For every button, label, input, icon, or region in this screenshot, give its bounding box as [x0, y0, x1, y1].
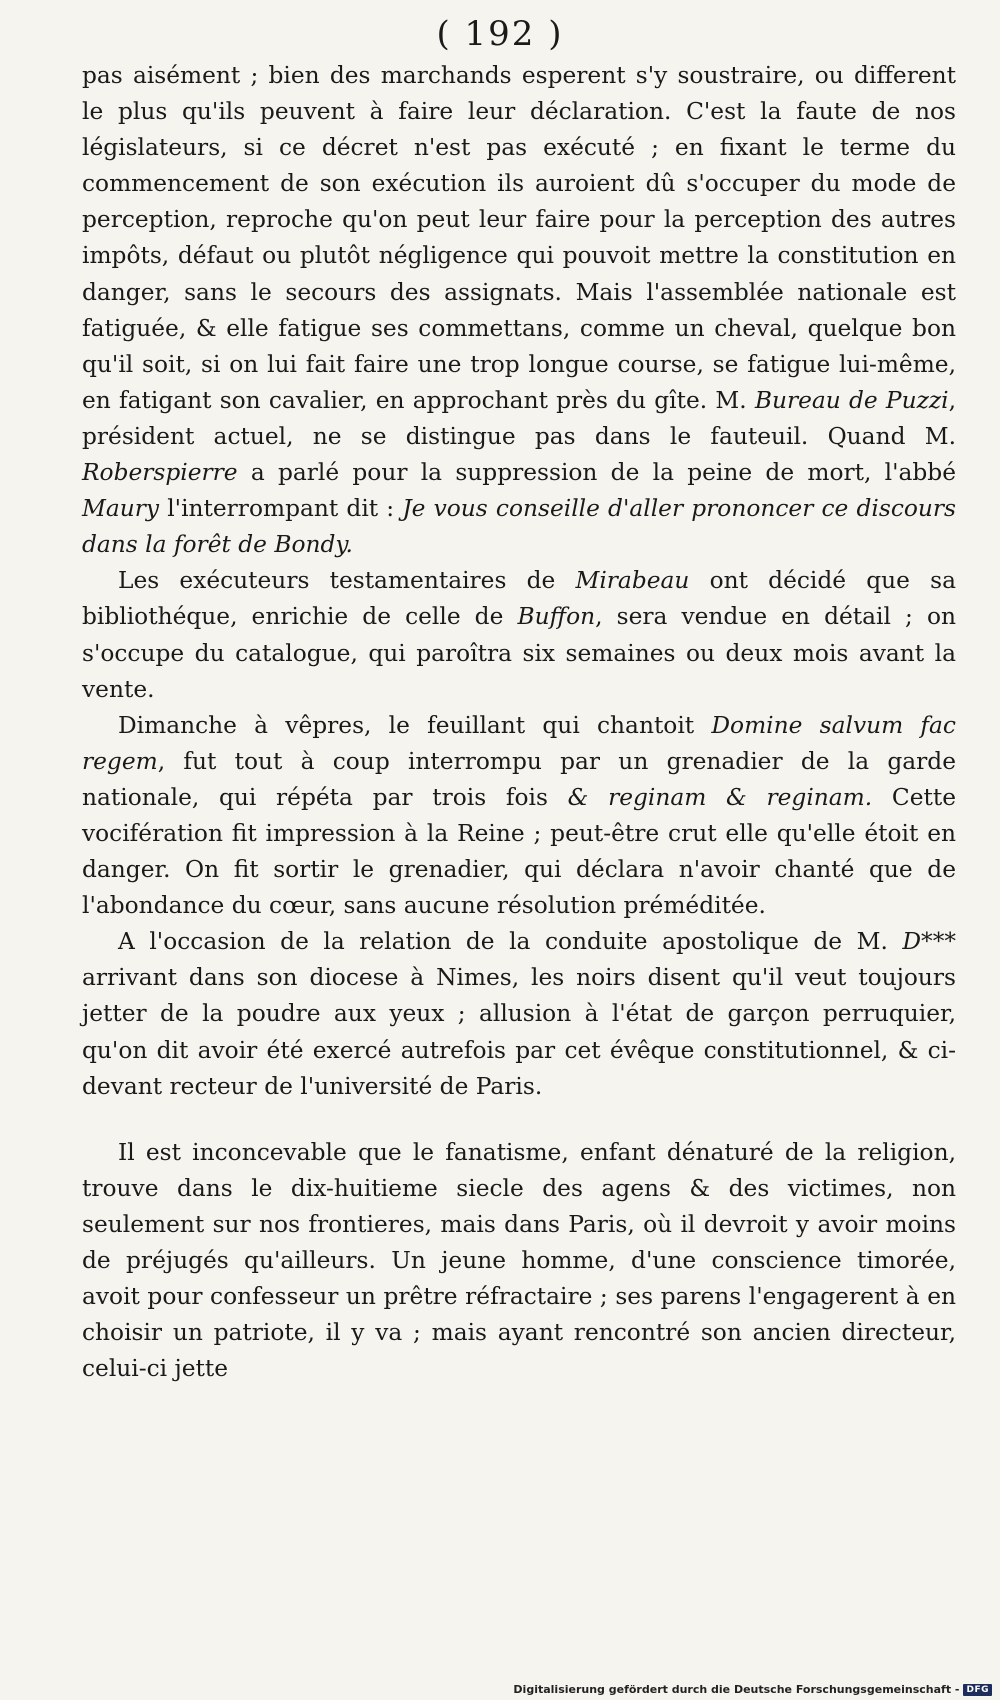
italic-run: & reginam & reginam. [567, 783, 873, 811]
text-run: ont décidé que sa bibliothéque, enrichie de celle de [82, 567, 956, 631]
italic-run: D*** [902, 928, 956, 956]
text-run: arrivant dans son diocese à Nimes, les noirs disent qu'il veut toujours jetter de la poudre aux yeux ; allusion à l'état de garçon perruquier, qu'on dit avoir été exercé autrefois par cet évêque constitutionnel, & ci-devant recteur de l'université de Paris. [82, 964, 956, 1100]
paragraph-1 [82, 58, 956, 563]
italic-run: Maury [82, 495, 160, 523]
text-run: l'interrompant dit : [159, 495, 403, 523]
text-run: Cette vocifération fit impression à la Reine ; peut-être crut elle qu'elle étoit en danger. On fit sortir le grenadier, qui déclara n'avoir chanté que de l'abondance du cœur, sans aucune résolution préméditée. [82, 783, 956, 920]
paragraph-2 [82, 563, 956, 707]
italic-run: Bureau de Puzzi [754, 386, 949, 414]
italic-run: Domine salvum fac regem [82, 711, 956, 775]
italic-run: Buffon [517, 603, 596, 631]
paragraph-3 [82, 708, 956, 925]
text-run: Il est inconcevable que le fanatisme, enfant dénaturé de la religion, trouve dans le dix-huitieme siecle des agens & des victimes, non seulement sur nos frontieres, mais dans Paris, où il devroit y avoir moins de préjugés qu'ailleurs. Un jeune homme, d'une conscience timorée, avoit pour confesseur un prêtre réfractaire ; ses parens l'engagerent à en choisir un patriote, il y va ; mais ayant rencontré son ancien directeur, celui-ci jette [82, 1138, 956, 1383]
digitization-credit [513, 1683, 992, 1696]
italic-run: Je vous conseille d'aller prononcer ce discours dans la forêt de Bondy. [82, 495, 956, 559]
italic-run: Mirabeau [575, 567, 690, 595]
text-run: , sera vendue en détail ; on s'occupe du catalogue, qui paroîtra six semaines ou deux mois avant la vente. [82, 603, 956, 703]
text-run: Les exécuteurs testamentaires de [118, 567, 576, 595]
text-run: , fut tout à coup interrompu par un grenadier de la garde nationale, qui répéta par trois fois [82, 747, 956, 811]
digitization-credit-text: Digitalisierung gefördert durch die Deutsche Forschungsgemeinschaft - [513, 1683, 960, 1696]
text-run: pas aisément ; bien des marchands esperent s'y soustraire, ou different le plus qu'ils peuvent à faire leur déclaration. C'est la faute de nos législateurs, si ce décret n'est pas exécuté ; en fixant le terme du commencement de son exécution ils auroient dû s'occuper du mode de perception, reproche qu'on peut leur faire pour la perception des autres impôts, défaut ou plutôt négligence qui pouvoit mettre la constitution en danger, sans le secours des assignats. Mais l'assemblée nationale est fatiguée, & elle fatigue ses commettans, comme un cheval, quelque bon qu'il soit, si on lui fait faire une trop longue course, se fatigue lui-même, en fatigant son cavalier, en approchant près du gîte. M. [82, 62, 956, 414]
page-number: ( 192 ) [436, 14, 564, 54]
paragraph-4 [82, 924, 956, 1104]
text-run: , président actuel, ne se distingue pas dans le fauteuil. Quand M. [82, 386, 956, 450]
text-run: a parlé pour la suppression de la peine de mort, l'abbé [237, 459, 956, 487]
italic-run: Roberspierre [82, 459, 238, 487]
text-run: A l'occasion de la relation de la conduite apostolique de M. [118, 928, 903, 956]
text-run: Dimanche à vêpres, le feuillant qui chantoit [118, 711, 712, 739]
dfg-logo: DFG [963, 1684, 992, 1696]
body-text [82, 58, 956, 1387]
paragraph-5 [82, 1135, 956, 1388]
